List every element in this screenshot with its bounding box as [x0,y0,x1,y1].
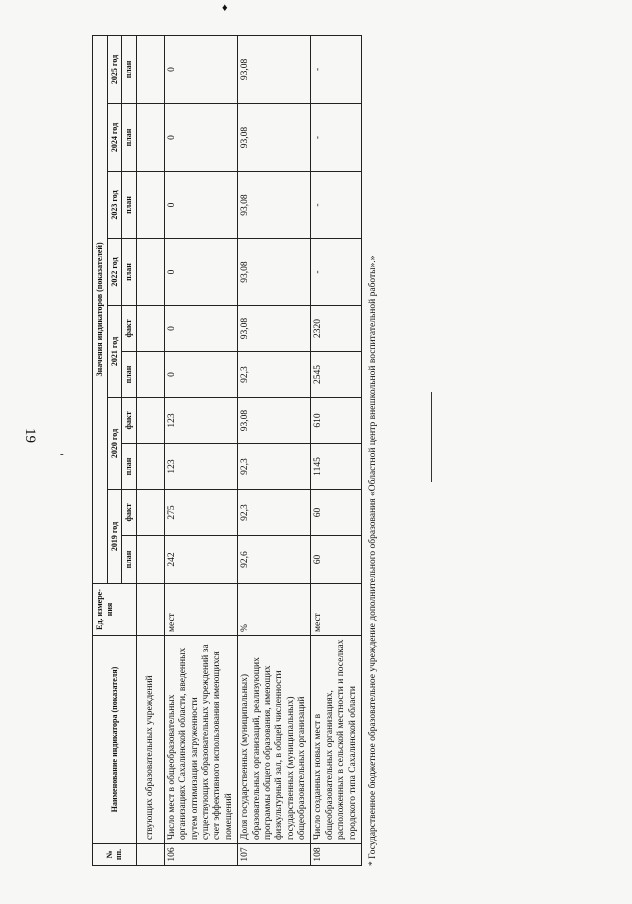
header-year-2022: 2022 год [107,239,122,306]
indicator-name: Доля государственных (муниципальных) образовательных организаций, реализующих программы общего образования, имеющих физкультурный зал, в общей численности государственных (муниципальных) общеобразовательных организаций [238,636,311,844]
header-year-2019: 2019 год [107,490,122,584]
value-cell: 93,08 [238,172,311,239]
value-cell: 1145 [311,444,362,490]
small-mark: - [60,448,64,460]
indicator-name: Число мест в общеобразовательных организациях Сахалинской области, введенных путем оптимизации загруженности существующих образовательных учреждений за счет эффективного использования имеющихся помещений [164,636,237,844]
value-cell: 60 [311,536,362,584]
header-plan: план [122,172,137,239]
table-row [311,35,362,865]
header-values: Значения индикаторов (показателей) [93,35,108,583]
value-cell: - [311,104,362,172]
value-cell: 92,3 [238,490,311,536]
header-plan: план [122,104,137,172]
value-cell: 275 [164,490,237,536]
indicator-unit: мест [311,584,362,636]
value-cell: 242 [164,536,237,584]
corner-mark: ♦ [222,2,228,14]
value-cell: 610 [311,398,362,444]
row-number: 106 [164,844,237,866]
value-cell: 2545 [311,352,362,398]
page-number: 19 [22,428,38,443]
value-cell: 92,3 [238,444,311,490]
indicator-unit: % [238,584,311,636]
footnote: * Государственное бюджетное образовательное учреждение дополнительного образования «Областной центр внешкольной воспитательной работы».» [368,255,379,866]
value-cell: 93,08 [238,104,311,172]
value-cell: 92,3 [238,352,311,398]
indicator-unit: мест [164,584,237,636]
header-plan: план [122,239,137,306]
header-unit: Ед. измере-ния [93,584,137,636]
header-year-2021: 2021 год [107,306,122,398]
value-cell: 93,08 [238,306,311,352]
value-cell: 92,6 [238,536,311,584]
indicators-table [92,35,362,866]
table-row [238,35,311,865]
value-cell: 93,08 [238,398,311,444]
continuation-text: ствующих образовательных учреждений [136,636,164,844]
header-row-1 [93,35,108,865]
continuation-row [136,35,164,865]
value-cell: 0 [164,306,237,352]
header-plan: план [122,35,137,103]
indicator-name: Число созданных новых мест в общеобразовательных организациях, расположенных в сельской местности и поселках городского типа Сахалинской области [311,636,362,844]
header-year-2023: 2023 год [107,172,122,239]
value-cell: 93,08 [238,239,311,306]
value-cell: - [311,239,362,306]
value-cell: 0 [164,35,237,103]
header-name: Наименование индикатора (показателя) [93,636,137,844]
header-year-2020: 2020 год [107,398,122,490]
header-plan: план [122,536,137,584]
value-cell: 123 [164,444,237,490]
header-fact: факт [122,398,137,444]
table-row [164,35,237,865]
ruled-line [431,392,432,482]
header-plan: план [122,444,137,490]
row-number: 107 [238,844,311,866]
header-fact: факт [122,306,137,352]
value-cell: - [311,172,362,239]
header-no: № пп. [93,844,137,866]
header-plan: план [122,352,137,398]
value-cell: 0 [164,239,237,306]
value-cell: 60 [311,490,362,536]
value-cell: 0 [164,352,237,398]
value-cell: 2320 [311,306,362,352]
value-cell: 93,08 [238,35,311,103]
header-year-2025: 2025 год [107,35,122,103]
row-number: 108 [311,844,362,866]
value-cell: 0 [164,104,237,172]
value-cell: 123 [164,398,237,444]
rotated-table-sheet [92,36,379,866]
value-cell: - [311,35,362,103]
value-cell: 0 [164,172,237,239]
header-fact: факт [122,490,137,536]
header-year-2024: 2024 год [107,104,122,172]
